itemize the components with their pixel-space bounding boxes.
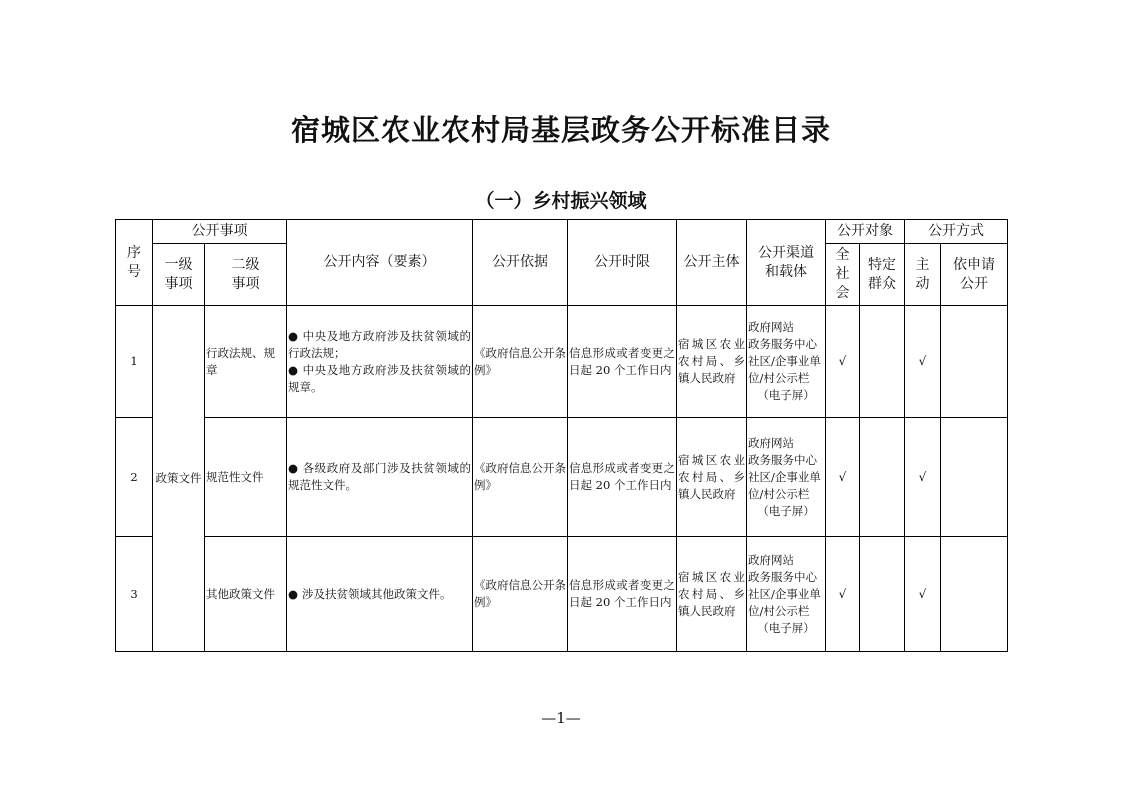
header-channel xyxy=(747,220,826,306)
section-title: （一）乡村振兴领域 xyxy=(475,190,647,212)
channel-line: 政务服务中心 xyxy=(748,569,817,584)
header-content: 公开内容（要素） xyxy=(287,220,473,306)
row-apply-check xyxy=(941,537,1008,652)
header-seq xyxy=(116,220,153,306)
content-item-text: 各级政府及部门涉及扶贫领域的规范性文件。 xyxy=(288,461,471,492)
row-subject: 宿城区农业农村局、乡镇人民政府 xyxy=(677,537,747,652)
catalog-table xyxy=(115,219,1008,652)
bullet-icon: ● xyxy=(288,586,299,601)
header-basis: 公开依据 xyxy=(473,220,568,306)
page-number: —1— xyxy=(541,709,581,727)
row-content xyxy=(287,418,473,537)
row-level2: 规范性文件 xyxy=(205,418,287,537)
row-channel xyxy=(747,537,826,652)
row-subject: 宿城区农业农村局、乡镇人民政府 xyxy=(677,306,747,418)
header-active-line2: 动 xyxy=(915,275,930,292)
row-society-check: √ xyxy=(826,537,860,652)
content-item xyxy=(288,328,471,362)
row-content xyxy=(287,537,473,652)
header-seq-line2: 号 xyxy=(127,263,141,280)
header-specific xyxy=(860,244,905,306)
row-level2: 其他政策文件 xyxy=(205,537,287,652)
channel-line: 政府网站 xyxy=(748,552,794,567)
header-seq-line1: 序 xyxy=(127,244,141,261)
header-channel-line2: 和载体 xyxy=(765,263,807,280)
row-basis: 《政府信息公开条例》 xyxy=(473,418,568,537)
row-level2: 行政法规、规章 xyxy=(205,306,287,418)
bullet-icon: ● xyxy=(288,362,299,377)
header-society xyxy=(826,244,860,306)
header-channel-line1: 公开渠道 xyxy=(758,244,814,261)
header-time-limit: 公开时限 xyxy=(568,220,677,306)
header-active xyxy=(905,244,941,306)
header-society-line3: 会 xyxy=(835,285,850,301)
header-society-line1: 全 xyxy=(835,247,850,263)
row-active-check: √ xyxy=(905,306,941,418)
table-row xyxy=(116,306,1008,418)
header-level2-line2: 事项 xyxy=(231,275,260,292)
header-specific-line2: 群众 xyxy=(868,275,896,292)
row-society-check: √ xyxy=(826,306,860,418)
row-society-check: √ xyxy=(826,418,860,537)
row-specific-check xyxy=(860,306,905,418)
header-apply-line2: 公开 xyxy=(960,275,988,292)
row-apply-check xyxy=(941,418,1008,537)
channel-line: （电子屏） xyxy=(757,620,815,635)
bullet-icon: ● xyxy=(288,461,299,475)
row-channel xyxy=(747,418,826,537)
header-level2-line1: 二级 xyxy=(231,256,260,273)
content-item-text: 中央及地方政府涉及扶贫领域的行政法规； xyxy=(288,328,471,360)
row-subject: 宿城区农业农村局、乡镇人民政府 xyxy=(677,418,747,537)
row-apply-check xyxy=(941,306,1008,418)
content-item xyxy=(288,460,471,494)
row-seq: 2 xyxy=(116,418,153,537)
row-content xyxy=(287,306,473,418)
channel-line: 社区/企事业单位/村公示栏 xyxy=(748,354,821,385)
row-basis: 《政府信息公开条例》 xyxy=(473,306,568,418)
header-target-group: 公开对象 xyxy=(826,220,905,244)
table-row xyxy=(116,537,1008,652)
channel-line: 社区/企事业单位/村公示栏 xyxy=(748,586,821,618)
table-row xyxy=(116,418,1008,537)
bullet-icon: ● xyxy=(288,328,299,343)
document-title: 宿城区农业农村局基层政务公开标准目录 xyxy=(290,113,831,147)
header-level1-line2: 事项 xyxy=(164,275,193,292)
row-seq: 3 xyxy=(116,537,153,652)
channel-line: 政务服务中心 xyxy=(748,452,817,467)
row-basis: 《政府信息公开条例》 xyxy=(473,537,568,652)
channel-line: 社区/企事业单位/村公示栏 xyxy=(748,469,821,501)
row-time-limit: 信息形成或者变更之日起 20 个工作日内 xyxy=(568,418,677,537)
row-seq: 1 xyxy=(116,306,153,418)
row-time-limit: 信息形成或者变更之日起 20 个工作日内 xyxy=(568,537,677,652)
content-item xyxy=(288,586,471,603)
header-apply-line1: 依申请 xyxy=(953,256,995,273)
header-apply xyxy=(941,244,1008,306)
channel-line: 政务服务中心 xyxy=(748,337,817,351)
row-time-limit: 信息形成或者变更之日起 20 个工作日内 xyxy=(568,306,677,418)
row-specific-check xyxy=(860,418,905,537)
header-level2 xyxy=(205,244,287,306)
level1-matter: 政策文件 xyxy=(153,306,205,652)
header-society-line2: 社 xyxy=(835,266,850,282)
channel-line: 政府网站 xyxy=(748,320,794,334)
row-specific-check xyxy=(860,537,905,652)
content-item-text: 中央及地方政府涉及扶贫领域的规章。 xyxy=(288,362,471,394)
content-item xyxy=(288,362,471,396)
header-matter-group: 公开事项 xyxy=(153,220,287,244)
header-method-group: 公开方式 xyxy=(905,220,1008,244)
row-channel xyxy=(747,306,826,418)
header-specific-line1: 特定 xyxy=(868,256,896,273)
content-item-text: 涉及扶贫领域其他政策文件。 xyxy=(302,586,452,601)
header-level1 xyxy=(153,244,205,306)
channel-line: （电子屏） xyxy=(757,503,815,518)
row-active-check: √ xyxy=(905,418,941,537)
header-subject: 公开主体 xyxy=(677,220,747,306)
channel-line: 政府网站 xyxy=(748,435,794,450)
header-level1-line1: 一级 xyxy=(164,256,193,273)
row-active-check: √ xyxy=(905,537,941,652)
channel-line: （电子屏） xyxy=(757,388,815,402)
header-active-line1: 主 xyxy=(915,256,930,273)
